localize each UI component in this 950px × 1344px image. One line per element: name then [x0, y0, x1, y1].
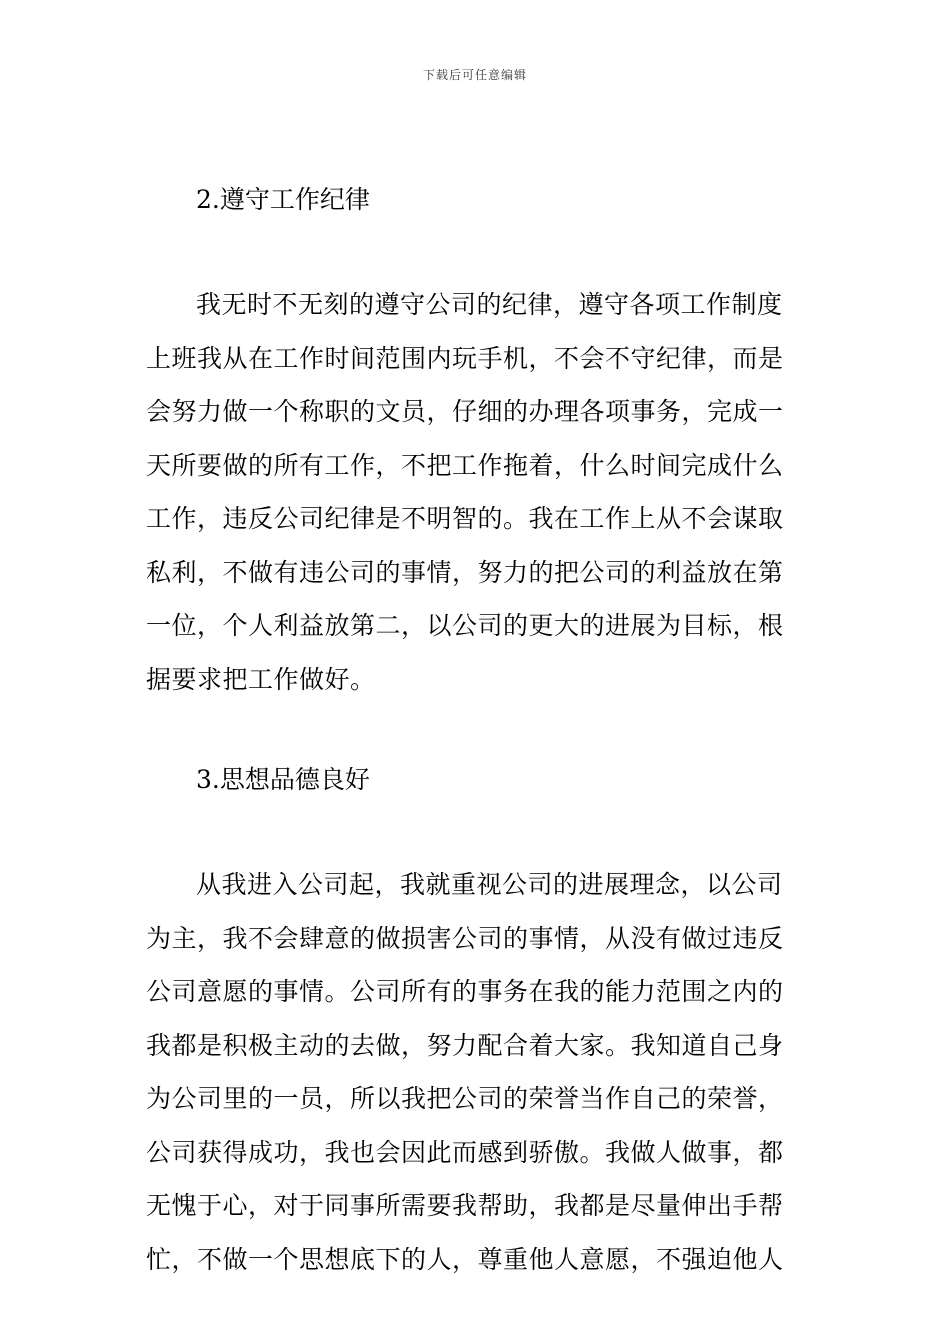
paragraph-line: 公司意愿的事情。公司所有的事务在我的能力范围之内的 — [146, 977, 784, 1006]
paragraph-line: 我无时不无刻的遵守公司的纪律，遵守各项工作制度 — [196, 290, 783, 319]
paragraph-line: 公司获得成功，我也会因此而感到骄傲。我做人做事，都 — [146, 1137, 784, 1167]
paragraph-line: 从我进入公司起，我就重视公司的进展理念，以公司 — [196, 870, 783, 899]
paragraph-line: 一位，个人利益放第二，以公司的更大的进展为目标，根 — [146, 611, 784, 640]
paragraph-line: 为公司里的一员，所以我把公司的荣誉当作自己的荣誉， — [146, 1084, 784, 1113]
paragraph-line: 上班我从在工作时间范围内玩手机，不会不守纪律，而是 — [146, 343, 784, 373]
paragraph-line: 私利，不做有违公司的事情，努力的把公司的利益放在第 — [146, 557, 784, 587]
paragraph-line: 会努力做一个称职的文员，仔细的办理各项事务，完成一 — [146, 397, 784, 426]
paragraph-line: 天所要做的所有工作，不把工作拖着，什么时间完成什么 — [146, 450, 784, 480]
paragraph-line: 工作，违反公司纪律是不明智的。我在工作上从不会谋取 — [146, 504, 784, 533]
paragraph-line: 据要求把工作做好。 — [146, 664, 376, 694]
spacer — [146, 706, 808, 758]
header-note: 下载后可任意编辑 — [422, 68, 527, 82]
paragraph-line: 无愧于心，对于同事所需要我帮助，我都是尽量伸出手帮 — [146, 1191, 784, 1220]
paragraph-line: 为主，我不会肆意的做损害公司的事情，从没有做过违反 — [146, 923, 784, 953]
section-heading-2: 2.遵守工作纪律 — [196, 185, 370, 214]
spacer — [146, 222, 808, 278]
section-paragraph-3 — [146, 858, 808, 1286]
section-paragraph-2 — [146, 278, 808, 706]
paragraph-line: 我都是积极主动的去做，努力配合着大家。我知道自己身 — [146, 1030, 784, 1060]
spacer — [146, 802, 808, 858]
section-heading-3: 3.思想品德良好 — [196, 765, 370, 794]
document-body — [146, 178, 808, 1286]
paragraph-line: 忙，不做一个思想底下的人，尊重他人意愿，不强迫他人 — [146, 1244, 784, 1274]
